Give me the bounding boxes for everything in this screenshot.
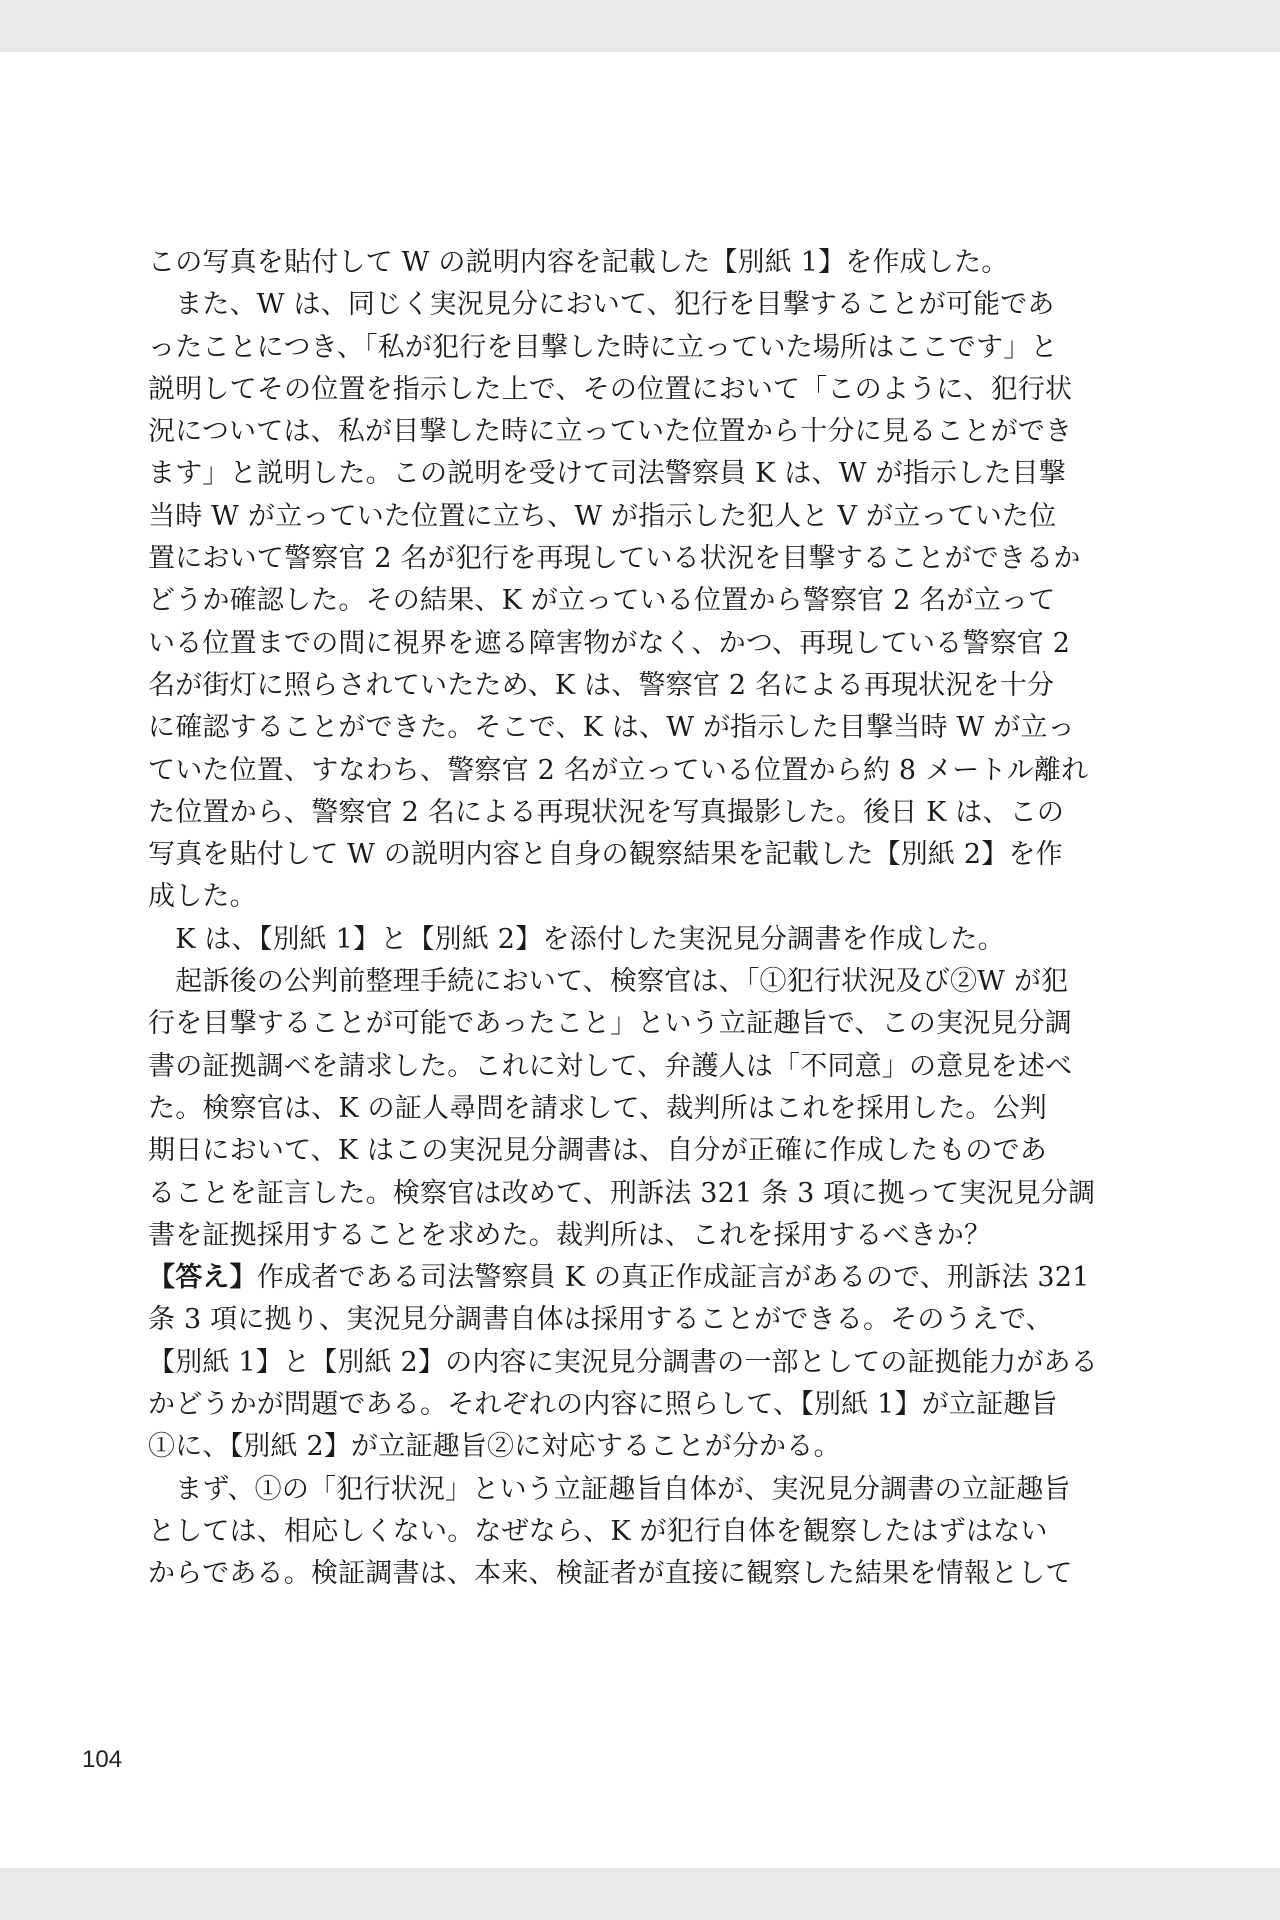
- text-line: まず、①の「犯行状況」という立証趣旨自体が、実況見分調書の立証趣旨: [148, 1473, 1071, 1505]
- page-body-text: [148, 242, 1100, 1596]
- text-line: 書を証拠採用することを求めた。裁判所は、これを採用するべきか？: [148, 1219, 992, 1251]
- text-line: 当時 W が立っていた位置に立ち、W が指示した犯人と V が立っていた位: [148, 500, 1057, 532]
- text-line: 況については、私が目撃した時に立っていた位置から十分に見ることができ: [148, 416, 1073, 448]
- answer-text: 作成者である司法警察員 K の真正作成証言があるので、刑訴法 321: [256, 1262, 1090, 1294]
- text-line: に確認することができた。そこで、K は、W が指示した目撃当時 W が立っ: [148, 712, 1075, 744]
- text-line: からである。検証調書は、本来、検証者が直接に観察した結果を情報として: [148, 1558, 1073, 1590]
- book-page: [0, 52, 1280, 1868]
- text-line: 置において警察官 2 名が犯行を再現している状況を目撃することができるか: [148, 543, 1081, 575]
- text-line: 書の証拠調べを請求した。これに対して、弁護人は「不同意」の意見を述べ: [148, 1050, 1073, 1082]
- text-line: ることを証言した。検察官は改めて、刑訴法 321 条 3 項に拠って実況見分調: [148, 1177, 1096, 1209]
- text-line: いる位置までの間に視界を遮る障害物がなく、かつ、再現している警察官 2: [148, 627, 1071, 659]
- text-line: 期日において、K はこの実況見分調書は、自分が正確に作成したものであ: [148, 1135, 1048, 1167]
- text-line: ていた位置、すなわち、警察官 2 名が立っている位置から約 8 メートル離れ: [148, 754, 1089, 786]
- text-line: 成した。: [148, 881, 257, 913]
- text-line: としては、相応しくない。なぜなら、K が犯行自体を観察したはずはない: [148, 1515, 1048, 1547]
- text-line: 条 3 項に拠り、実況見分調書自体は採用することができる。そのうえで、: [148, 1304, 1053, 1336]
- text-line: 説明してその位置を指示した上で、その位置において「このように、犯行状: [148, 373, 1073, 405]
- text-line: どうか確認した。その結果、K が立っている位置から警察官 2 名が立って: [148, 585, 1056, 617]
- text-line: 【別紙 1】と【別紙 2】の内容に実況見分調書の一部としての証拠能力がある: [148, 1346, 1098, 1378]
- text-line: た位置から、警察官 2 名による再現状況を写真撮影した。後日 K は、この: [148, 796, 1065, 828]
- text-line: K は、【別紙 1】と【別紙 2】を添付した実況見分調書を作成した。: [148, 923, 1005, 955]
- text-line: 写真を貼付して W の説明内容と自身の観察結果を記載した【別紙 2】を作: [148, 839, 1063, 871]
- text-line: ます」と説明した。この説明を受けて司法警察員 K は、W が指示した目撃: [148, 458, 1066, 490]
- text-line: かどうかが問題である。それぞれの内容に照らして、【別紙 1】が立証趣旨: [148, 1389, 1058, 1421]
- page-number: 104: [82, 1746, 123, 1773]
- text-line: ったことにつき、「私が犯行を目撃した時に立っていた場所はここです」と: [148, 331, 1058, 363]
- text-line: この写真を貼付して W の説明内容を記載した【別紙 1】を作成した。: [148, 247, 1009, 278]
- text-line: た。検察官は、K の証人尋問を請求して、裁判所はこれを採用した。公判: [148, 1092, 1048, 1124]
- answer-label: 【答え】: [148, 1262, 257, 1294]
- text-line: ①に、【別紙 2】が立証趣旨②に対応することが分かる。: [148, 1431, 841, 1463]
- text-line: 起訴後の公判前整理手続において、検察官は、「①犯行状況及び②W が犯: [148, 966, 1069, 998]
- answer-first-line: [148, 1257, 1100, 1299]
- text-line: 行を目撃することが可能であったこと」という立証趣旨で、この実況見分調: [148, 1008, 1072, 1040]
- text-line: 名が街灯に照らされていたため、K は、警察官 2 名による再現状況を十分: [148, 669, 1055, 701]
- text-line: また、W は、同じく実況見分において、犯行を目撃することが可能であ: [148, 289, 1055, 321]
